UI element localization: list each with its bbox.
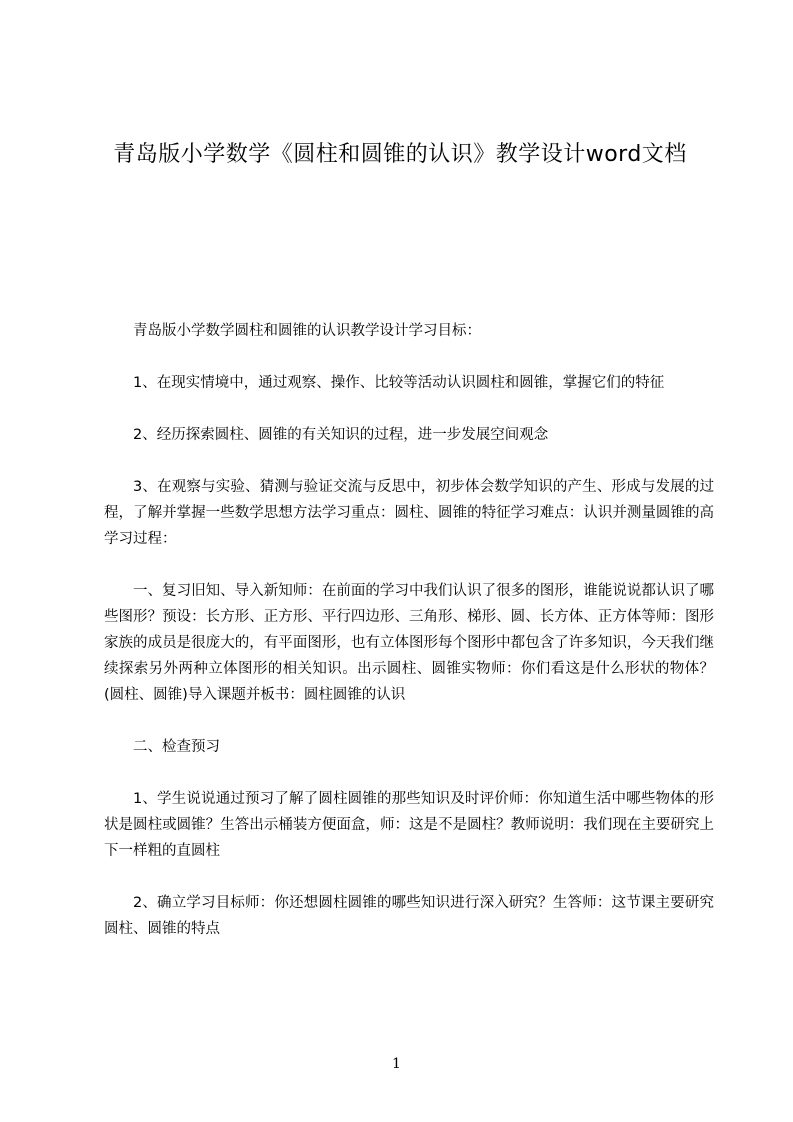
page-number: 1: [392, 1056, 401, 1072]
paragraph-goal-1: 1、在现实情境中，通过观察、操作、比较等活动认识圆柱和圆锥，掌握它们的特征: [133, 375, 665, 391]
document-title: 青岛版小学数学《圆柱和圆锥的认识》教学设计word文档: [113, 142, 687, 167]
paragraph-section-1: 一、复习旧知、导入新知师：在前面的学习中我们认识了很多的图形，谁能说说都认识了哪些图形？预设：长方形、正方形、平行四边形、三角形、梯形、圆、长方体、正方体等师：图形家族的成员是很庞大的，有平面图形，也有立体图形每个图形中都包含了许多知识，今天我们继续探索另外两种立体图形的相关知识。出示圆柱、圆锥实物师：你们看这是什么形状的物体？(圆柱、圆锥)导入课题并板书：圆柱圆锥的认识: [104, 583, 714, 703]
paragraph-intro: 青岛版小学数学圆柱和圆锥的认识教学设计学习目标：: [133, 323, 481, 339]
paragraph-section-2-item-1: 1、学生说说通过预习了解了圆柱圆锥的那些知识及时评价师：你知道生活中哪些物体的形状是圆柱或圆锥？生答出示桶装方便面盒，师：这是不是圆柱？教师说明：我们现在主要研究上下一样粗的直圆柱: [104, 791, 714, 859]
paragraph-section-2-item-2: 2、确立学习目标师：你还想圆柱圆锥的哪些知识进行深入研究？生答师：这节课主要研究圆柱、圆锥的特点: [104, 895, 714, 937]
document-body: [104, 318, 714, 968]
paragraph-goal-2: 2、经历探索圆柱、圆锥的有关知识的过程，进一步发展空间观念: [133, 427, 549, 443]
paragraph-goal-3: 3、在观察与实验、猜测与验证交流与反思中，初步体会数学知识的产生、形成与发展的过程，了解并掌握一些数学思想方法学习重点：圆柱、圆锥的特征学习难点：认识并测量圆锥的高学习过程：: [104, 479, 714, 547]
paragraph-section-2-heading: 二、检查预习: [133, 739, 220, 755]
